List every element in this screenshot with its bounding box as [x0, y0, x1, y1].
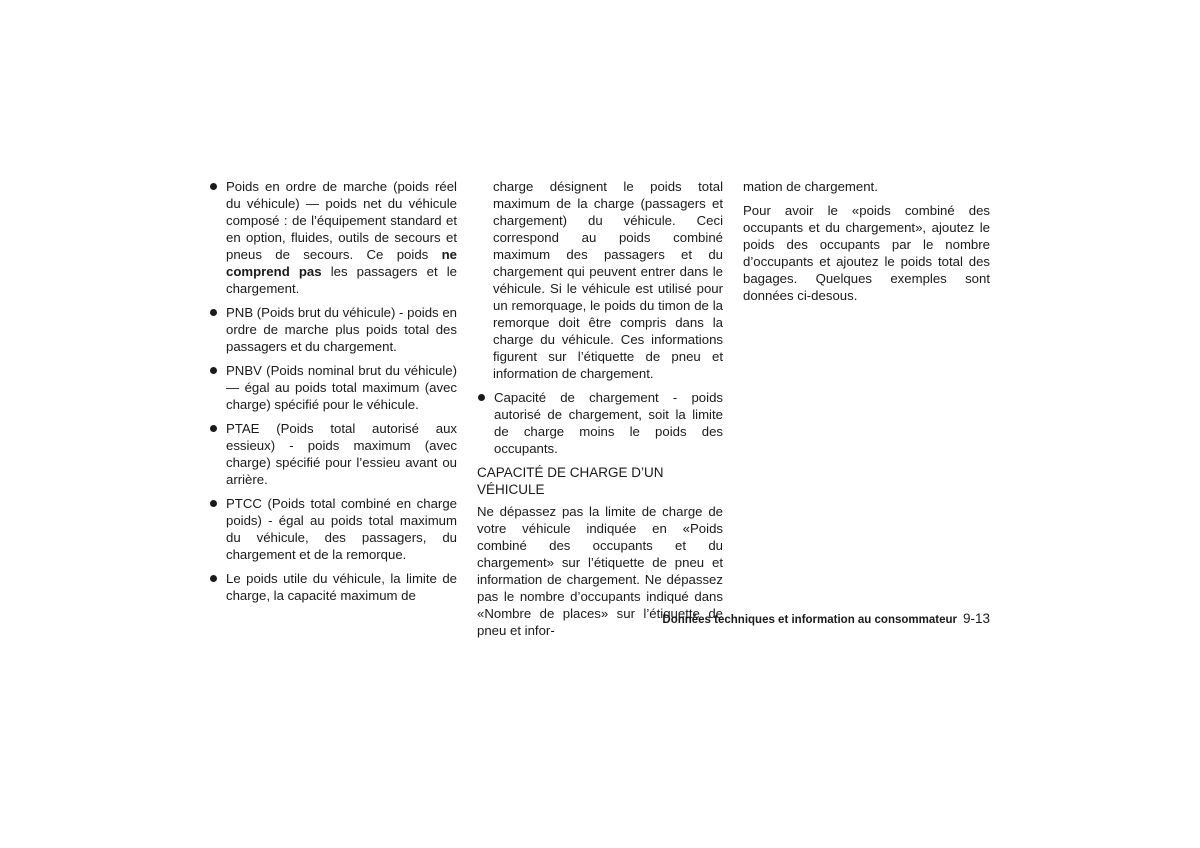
item-text: PNBV (Poids nominal brut du véhicule) — égal au poids total maximum (avec charge) spécifié pour le véhicule. — [226, 363, 457, 412]
paragraph-continuation: mation de chargement. — [743, 179, 878, 194]
page-footer — [600, 610, 990, 628]
column-2 — [477, 178, 723, 646]
item-text: PTAE (Poids total autorisé aux essieux) - poids maximum (avec charge) spécifié pour l’essieu avant ou arrière. — [226, 421, 457, 487]
list-item — [209, 362, 457, 413]
bullet-icon — [478, 394, 485, 401]
item-text: Capacité de chargement - poids autorisé de chargement, soit la limite de charge moins le poids des occupants. — [494, 390, 723, 456]
item-text: PNB (Poids brut du véhicule) - poids en ordre de marche plus poids total des passagers et du chargement. — [226, 305, 457, 354]
bullet-icon — [210, 575, 217, 582]
bullet-icon — [210, 425, 217, 432]
bullet-icon — [210, 367, 217, 374]
bullet-icon — [210, 183, 217, 190]
list-item — [209, 420, 457, 488]
list-item — [209, 304, 457, 355]
list-item — [209, 570, 457, 604]
column-1 — [209, 178, 457, 611]
list-item — [209, 178, 457, 297]
item-text: Le poids utile du véhicule, la limite de charge, la capacité maximum de — [226, 571, 457, 603]
item-text-end: les passagers et le chargement. — [226, 264, 458, 296]
list-item — [477, 389, 723, 457]
item-text: Poids en ordre de marche (poids réel du véhicule) — poids net du véhicule composé : de l’équipement standard et en option, fluides, outils de secours et pneus de secours. Ce poids — [226, 179, 457, 262]
page-number: 9-13 — [962, 611, 990, 626]
paragraph: Ne dépassez pas la limite de charge de votre véhicule indiquée en «Poids combiné des occupants et du chargement» sur l’étiquette de pneu et information de chargement. Ne dépassez pas le nombre d’occupants indiqué dans «Nombre de places» sur l’étiquette de pneu et infor- — [477, 504, 723, 638]
column-3 — [743, 178, 990, 311]
bullet-icon — [210, 500, 217, 507]
list-item-continuation: charge désignent le poids total maximum de la charge (passagers et chargement) du véhicule. Ceci correspond au poids combiné maximum des passagers et du chargement qui peuvent entrer dans le véhicule. Si le véhicule est utilisé pour un remorquage, le poids du timon de la remorque doit être compris dans la charge du véhicule. Ces informations figurent sur l’étiquette de pneu et information de chargement. — [493, 179, 723, 381]
item-bold-text: ne comprend pas — [226, 247, 457, 279]
footer-section-title: Données techniques et information au consommateur — [662, 614, 957, 626]
section-heading: CAPACITÉ DE CHARGE D’UN VÉHICULE — [477, 465, 664, 497]
list-item — [209, 495, 457, 563]
item-text: PTCC (Poids total combiné en charge poids) - égal au poids total maximum du véhicule, des passagers, du chargement et de la remorque. — [226, 496, 457, 562]
bullet-icon — [210, 309, 217, 316]
paragraph: Pour avoir le «poids combiné des occupants et du chargement», ajoutez le poids des occupants par le nombre d’occupants et ajoutez le poids total des bagages. Quelques exemples sont données ci-desous. — [743, 203, 990, 303]
